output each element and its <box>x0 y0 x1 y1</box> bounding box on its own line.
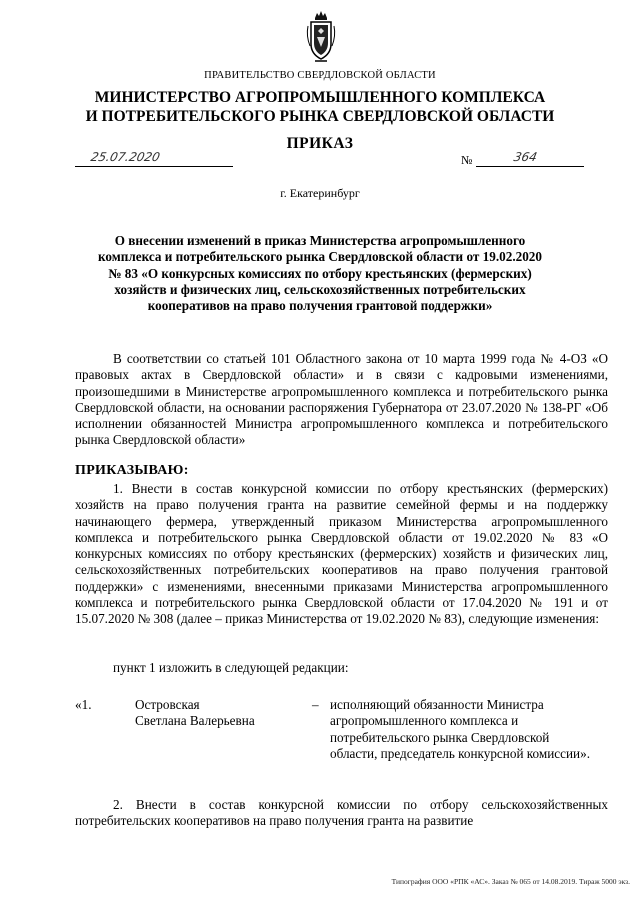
ministry-name <box>0 88 640 126</box>
member-dash: – <box>312 697 319 712</box>
member-role: исполняющий обязанности Министра агропромышленного комплекса и потребительского рынка Свердловской области, председатель конкурсной комиссии». <box>330 697 590 761</box>
date-field <box>75 150 233 167</box>
item-1-sub-paragraph: пункт 1 изложить в следующей редакции: <box>113 660 349 675</box>
preamble-paragraph: В соответствии со статьей 101 Областного закона от 10 марта 1999 года № 4-ОЗ «О правовых актах в Свердловской области» и в связи с кадровыми изменениями, произошедшими в Министерстве агропромышленного комплекса и потребительского рынка Свердловской области, на основании распоряжения Губернатора от 23.07.2020 № 138-РГ «Об исполнении обязанностей Министра агропромышленного комплекса и потребительского рынка Свердловской области» <box>75 351 608 448</box>
order-word: ПРИКАЗЫВАЮ: <box>75 463 189 478</box>
number-value: 364 <box>512 150 539 164</box>
number-label: № <box>461 153 473 167</box>
document-subject: О внесении изменений в приказ Министерства агропромышленного комплекса и потребительского рынка Свердловской области от 19.02.2020 № 83 «О конкурсных комиссиях по отбору крестьянских (фермерских) хозяйств и физических лиц, сельскохозяйственных потребительских кооперативов на право получения грантовой поддержки» <box>97 233 542 314</box>
date-value: 25.07.2020 <box>89 150 162 164</box>
government-name: ПРАВИТЕЛЬСТВО СВЕРДЛОВСКОЙ ОБЛАСТИ <box>204 70 436 81</box>
member-given-names: Светлана Валерьевна <box>135 713 255 729</box>
document-type: ПРИКАЗ <box>286 135 354 152</box>
member-number: «1. <box>75 697 92 712</box>
item-1-paragraph: 1. Внести в состав конкурсной комиссии по отбору крестьянских (фермерских) хозяйств на право получения гранта на развитие семейной фермы и на поддержку начинающего фермера, утвержденный приказом Министерства агропромышленного комплекса и потребительского рынка Свердловской области от 19.02.2020 № 83 «О конкурсных комиссиях по отбору крестьянских (фермерских) хозяйств и физических лиц, сельскохозяйственных потребительских кооперативов на право получения грантовой поддержки» с изменениями, внесенными приказами Министерства агропромышленного комплекса и потребительского рынка Свердловской области от 17.04.2020 № 191 и от 15.07.2020 № 308 (далее – приказ Министерства от 19.02.2020 № 83), следующие изменения: <box>75 481 608 627</box>
ministry-name-line1: МИНИСТЕРСТВО АГРОПРОМЫШЛЕННОГО КОМПЛЕКСА <box>94 89 546 106</box>
city: г. Екатеринбург <box>280 186 360 200</box>
member-name <box>135 697 295 730</box>
item-2-paragraph: 2. Внести в состав конкурсной комиссии по отбору сельскохозяйственных потребительских кооперативов на право получения гранта на развитие <box>75 797 608 829</box>
ministry-name-line2: И ПОТРЕБИТЕЛЬСКОГО РЫНКА СВЕРДЛОВСКОЙ ОБЛАСТИ <box>85 108 555 125</box>
coat-of-arms-icon <box>305 6 337 64</box>
print-footer: Типография ООО «РПК «АС». Заказ № 065 от 14.08.2019. Тираж 5000 экз. <box>391 877 630 886</box>
number-field <box>476 150 584 167</box>
member-surname: Островская <box>135 697 200 712</box>
